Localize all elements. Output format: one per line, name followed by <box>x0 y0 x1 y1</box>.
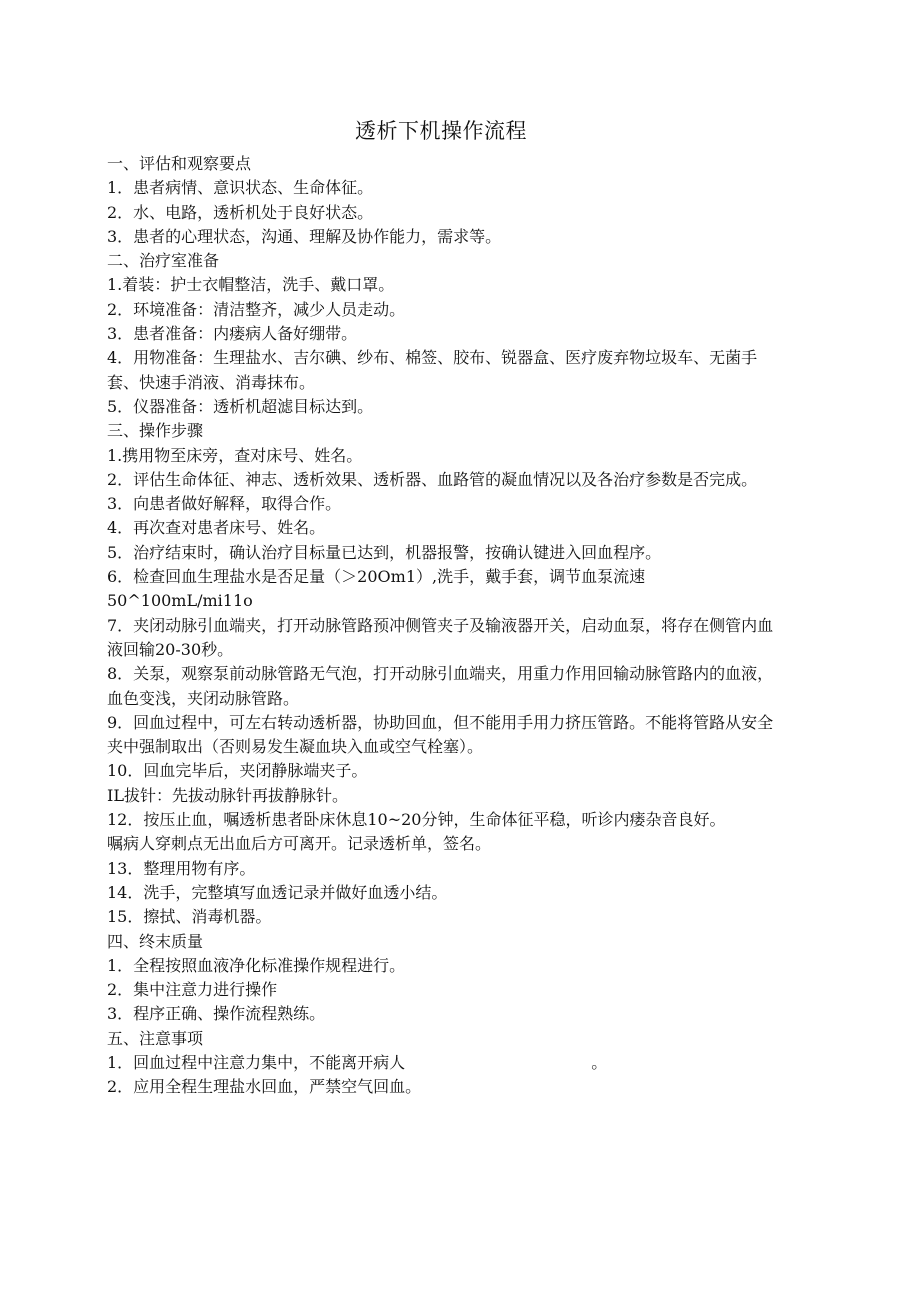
list-item: 1.携用物至床旁，查对床号、姓名。 <box>107 445 363 465</box>
trailing-period: 。 <box>591 1052 608 1072</box>
list-item: 3．程序正确、操作流程熟练。 <box>107 1004 326 1024</box>
list-item: 1．全程按照血液净化标准操作规程进行。 <box>107 955 406 975</box>
section-heading-procedure: 三、操作步骤 <box>107 421 204 441</box>
list-item: 2．环境准备：清洁整齐，减少人员走动。 <box>107 299 406 319</box>
list-item: 12．按压止血，嘱透析患者卧床休息10~20分钟，生命体征平稳，听诊内瘘杂音良好。 <box>107 810 726 830</box>
list-item: 4．用物准备：生理盐水、吉尔碘、纱布、棉签、胶布、锐器盒、医疗废弃物垃圾车、无菌手套、快速手消液、消毒抹布。 <box>107 348 758 392</box>
list-item: 6．检查回血生理盐水是否足量（＞20Om1）,洗手，戴手套，调节血泵流速 <box>107 567 646 587</box>
list-item: 10．回血完毕后，夹闭静脉端夹子。 <box>107 761 368 781</box>
list-item: 3．向患者做好解释，取得合作。 <box>107 494 342 514</box>
list-item: 15．擦拭、消毒机器。 <box>107 907 272 927</box>
list-item: 3．患者准备：内瘘病人备好绷带。 <box>107 324 358 344</box>
section-heading-assessment: 一、评估和观察要点 <box>107 154 252 173</box>
list-item: 5．仪器准备：透析机超滤目标达到。 <box>107 396 374 416</box>
list-item-text: 1．回血过程中注意力集中，不能离开病人 <box>107 1052 406 1072</box>
page-title: 透析下机操作流程 <box>355 119 527 143</box>
list-item <box>107 1051 775 1075</box>
section-heading-preparation: 二、治疗室准备 <box>107 251 220 271</box>
list-item: 4．再次查对患者床号、姓名。 <box>107 518 326 538</box>
list-item: 2．水、电路，透析机处于良好状态。 <box>107 202 374 222</box>
list-item: 嘱病人穿刺点无出血后方可离开。记录透析单，签名。 <box>107 834 492 854</box>
list-item: IL拔针：先拔动脉针再拔静脉针。 <box>107 785 348 805</box>
list-item: 2．评估生命体征、神志、透析效果、透析器、血路管的凝血情况以及各治疗参数是否完成。 <box>107 469 758 489</box>
list-item: 2．应用全程生理盐水回血，严禁空气回血。 <box>107 1077 422 1097</box>
section-heading-notes: 五、注意事项 <box>107 1028 204 1048</box>
list-item: 3．患者的心理状态，沟通、理解及协作能力，需求等。 <box>107 226 502 246</box>
list-item: 50^100mL/mi11o <box>107 591 253 611</box>
list-item: 5．治疗结束时，确认治疗目标量已达到，机器报警，按确认键进入回血程序。 <box>107 542 662 562</box>
list-item: 9．回血过程中，可左右转动透析器，协助回血，但不能用手用力挤压管路。不能将管路从安全夹中强制取出（否则易发生凝血块入血或空气栓塞）。 <box>107 712 774 757</box>
document-page <box>107 116 775 1100</box>
section-heading-final-quality: 四、终末质量 <box>107 931 204 951</box>
list-item: 2．集中注意力进行操作 <box>107 980 278 1000</box>
list-item: 13．整理用物有序。 <box>107 858 256 878</box>
list-item: 8．关泵，观察泵前动脉管路无气泡，打开动脉引血端夹，用重力作用回输动脉管路内的血液，血色变浅，夹闭动脉管路。 <box>107 664 774 708</box>
list-item: 1.着装：护士衣帽整洁，洗手、戴口罩。 <box>107 275 395 295</box>
list-item: 1．患者病情、意识状态、生命体征。 <box>107 178 374 198</box>
list-item: 7．夹闭动脉引血端夹，打开动脉管路预冲侧管夹子及输液器开关，启动血泵，将存在侧管内血液回输20-30秒。 <box>107 615 774 659</box>
list-item: 14．洗手，完整填写血透记录并做好血透小结。 <box>107 882 448 902</box>
